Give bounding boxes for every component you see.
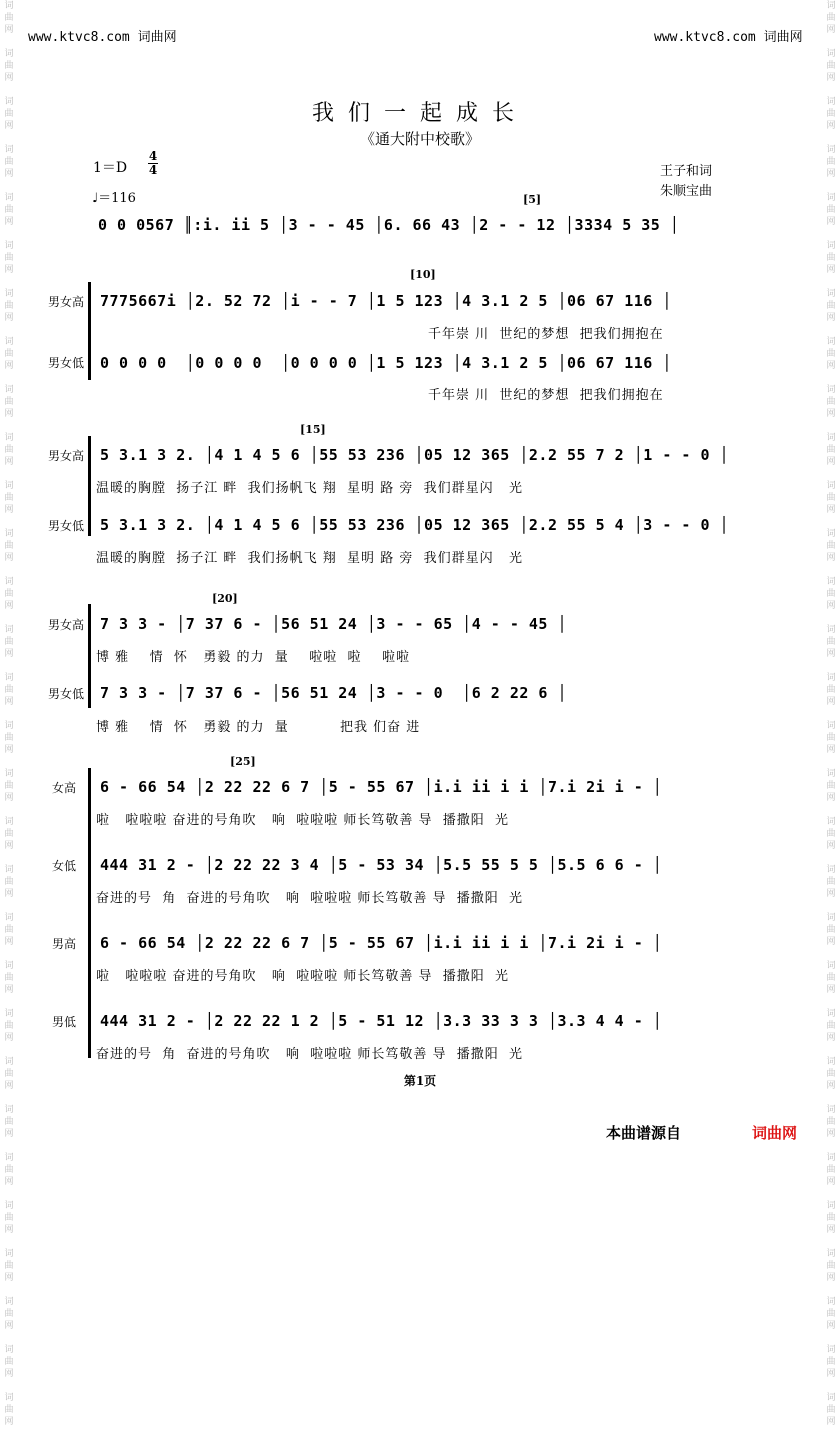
source-label: 本曲谱源自 — [606, 1124, 682, 1142]
staff-label: 男女高 — [47, 295, 84, 309]
staff-label: 男高 — [51, 937, 76, 951]
measure-number-20: [20] — [212, 592, 238, 605]
page-number: 第1页 — [403, 1074, 437, 1088]
staff-lyrics: 温暖的胸膛 扬子江 畔 我们扬帆飞 翔 星明 路 旁 我们群星闪 光 — [96, 551, 523, 566]
staff-notes: 7 3 3 - │7 37 6 - │56 51 24 │3 - - 0 │6 2 22 6 │ — [100, 684, 568, 702]
staff-lyrics: 奋进的号 角 奋进的号角吹 响 啦啦啦 师长笃敬善 导 播撒阳 光 — [96, 1047, 523, 1062]
lyricist-credit: 王子和词 — [660, 164, 713, 179]
staff-notes: 444 31 2 - │2 22 22 3 4 │5 - 53 34 │5.5 55 5 5 │5.5 6 6 - │ — [100, 856, 663, 874]
staff-notes: 444 31 2 - │2 22 22 1 2 │5 - 51 12 │3.3 33 3 3 │3.3 4 4 - │ — [100, 1012, 663, 1030]
time-signature: 4 4 — [148, 149, 158, 177]
tempo-marking: ♩＝116 — [92, 191, 136, 206]
system-brace — [88, 604, 91, 708]
measure-number-15: [15] — [300, 423, 326, 436]
staff-label: 男低 — [51, 1015, 76, 1029]
staff-label: 男女高 — [47, 618, 84, 632]
staff-lyrics: 啦 啦啦啦 奋进的号角吹 响 啦啦啦 师长笃敬善 导 播撒阳 光 — [96, 813, 509, 828]
source-brand-link[interactable]: 词曲网 — [752, 1124, 798, 1142]
staff-label: 男女低 — [47, 356, 84, 370]
staff-label: 男女高 — [47, 449, 84, 463]
system-brace — [88, 436, 91, 536]
side-watermark-left: 词 曲 网 词 曲 网 词 曲 网 词 曲 网 词 曲 网 词 曲 网 词 曲 网 词 曲 网 词 曲 网 词 曲 网 词 曲 网 词 曲 网 词 曲 网 词 曲 网 词 曲 网 词 曲 网 词 曲 网 词 曲 网 词 曲 网 词 曲 网 词 曲 网 词 曲 网 词 曲 网 词 曲 网 词 曲 网 词 曲 网 词 曲 网 词 曲 网 词 曲 网 词 曲 网 — [4, 1, 14, 1427]
song-title: 我们一起成长 — [311, 101, 528, 126]
measure-number-5: [5] — [523, 193, 542, 206]
key-signature: 1＝D — [93, 160, 128, 176]
staff-label: 男女低 — [47, 519, 84, 533]
intro-notes: 0 0 0567 ║:i. ii 5 │3 - - 45 │6. 66 43 │2 - - 12 │3334 5 35 │ — [98, 216, 680, 234]
staff-lyrics: 温暖的胸膛 扬子江 畔 我们扬帆飞 翔 星明 路 旁 我们群星闪 光 — [96, 481, 523, 496]
staff-lyrics: 千年崇 川 世纪的梦想 把我们拥抱在 — [428, 327, 664, 342]
staff-lyrics: 啦 啦啦啦 奋进的号角吹 响 啦啦啦 师长笃敬善 导 播撒阳 光 — [96, 969, 509, 984]
staff-label: 女低 — [51, 859, 76, 873]
song-subtitle: 《通大附中校歌》 — [359, 130, 480, 148]
staff-lyrics: 博 雅 情 怀 勇毅 的力 量 把我 们奋 进 — [96, 720, 421, 735]
staff-notes: 7775667i │2. 52 72 │i - - 7 │1 5 123 │4 3.1 2 5 │06 67 116 │ — [100, 292, 672, 310]
system-brace — [88, 282, 91, 380]
side-watermark-right: 词 曲 网 词 曲 网 词 曲 网 词 曲 网 词 曲 网 词 曲 网 词 曲 网 词 曲 网 词 曲 网 词 曲 网 词 曲 网 词 曲 网 词 曲 网 词 曲 网 词 曲 网 词 曲 网 词 曲 网 词 曲 网 词 曲 网 词 曲 网 词 曲 网 词 曲 网 词 曲 网 词 曲 网 词 曲 网 词 曲 网 词 曲 网 词 曲 网 词 曲 网 词 曲 网 — [826, 1, 836, 1427]
staff-notes: 6 - 66 54 │2 22 22 6 7 │5 - 55 67 │i.i ii i i │7.i 2i i - │ — [100, 934, 663, 952]
composer-credit: 朱顺宝曲 — [660, 184, 713, 199]
staff-notes: 0 0 0 0 │0 0 0 0 │0 0 0 0 │1 5 123 │4 3.1 2 5 │06 67 116 │ — [100, 354, 672, 372]
staff-notes: 7 3 3 - │7 37 6 - │56 51 24 │3 - - 65 │4 - - 45 │ — [100, 615, 568, 633]
staff-lyrics: 奋进的号 角 奋进的号角吹 响 啦啦啦 师长笃敬善 导 播撒阳 光 — [96, 891, 523, 906]
staff-notes: 6 - 66 54 │2 22 22 6 7 │5 - 55 67 │i.i ii i i │7.i 2i i - │ — [100, 778, 663, 796]
staff-notes: 5 3.1 3 2. │4 1 4 5 6 │55 53 236 │05 12 365 │2.2 55 5 4 │3 - - 0 │ — [100, 516, 730, 534]
site-url-right[interactable]: www.ktvc8.com 词曲网 — [654, 30, 803, 45]
staff-notes: 5 3.1 3 2. │4 1 4 5 6 │55 53 236 │05 12 365 │2.2 55 7 2 │1 - - 0 │ — [100, 446, 730, 464]
staff-label: 男女低 — [47, 687, 84, 701]
measure-number-25: [25] — [230, 755, 256, 768]
staff-lyrics: 千年崇 川 世纪的梦想 把我们拥抱在 — [428, 388, 664, 403]
staff-label: 女高 — [51, 781, 76, 795]
measure-number-10: [10] — [410, 268, 436, 281]
staff-lyrics: 博 雅 情 怀 勇毅 的力 量 啦啦 啦 啦啦 — [96, 650, 411, 665]
system-brace — [88, 768, 91, 1058]
site-url-left[interactable]: www.ktvc8.com 词曲网 — [28, 30, 177, 45]
